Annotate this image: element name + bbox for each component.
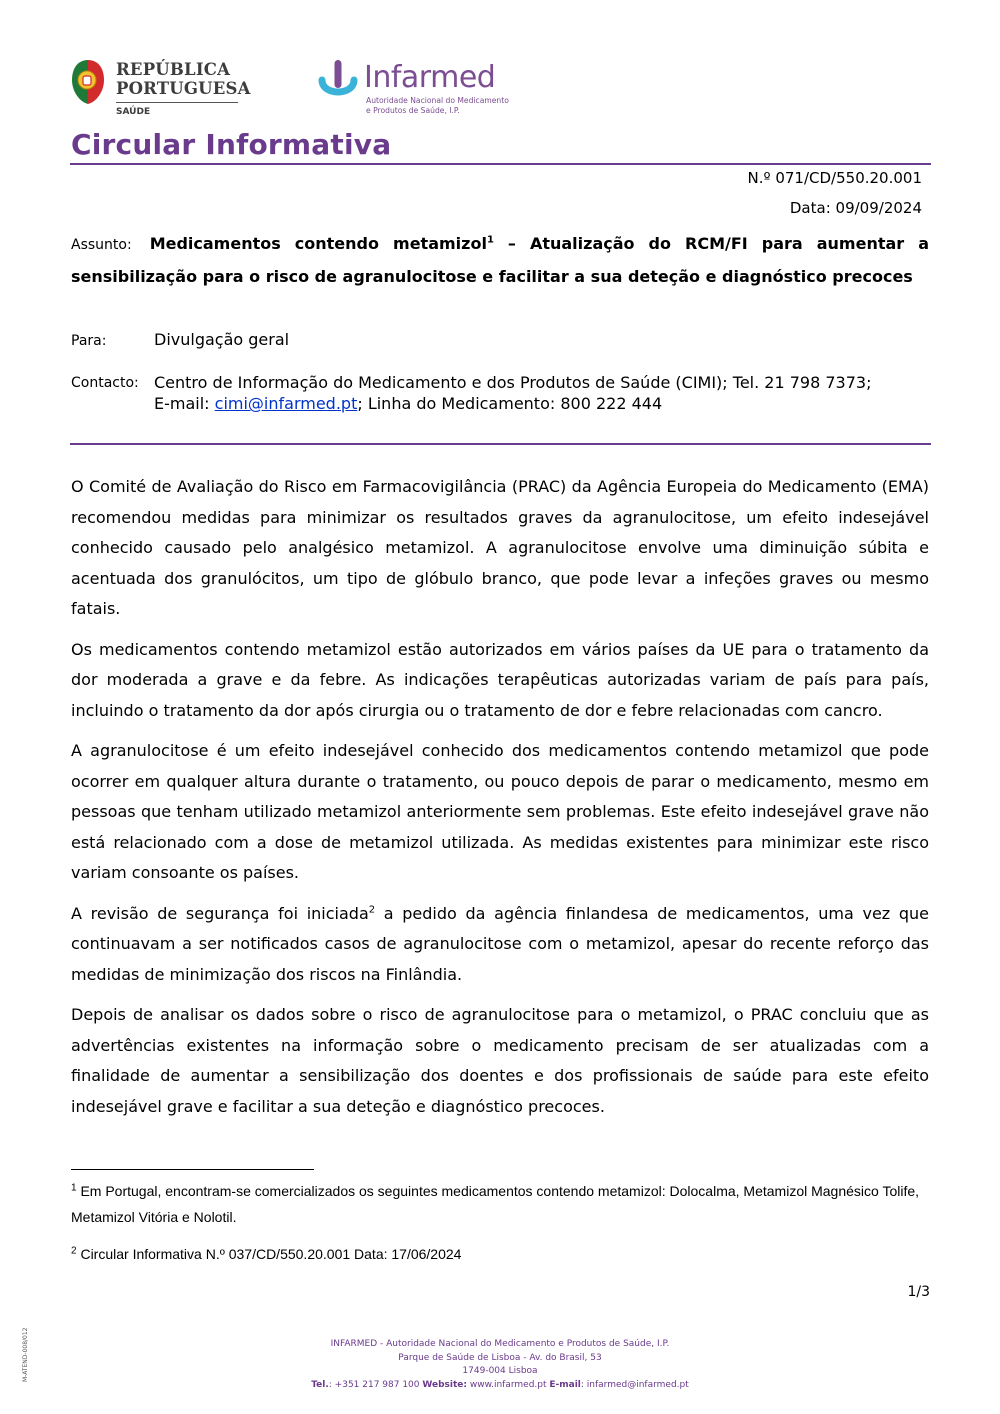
footnote-2-mark: 2	[71, 1245, 77, 1257]
footer-tel-label: Tel.	[311, 1379, 329, 1390]
paragraph-2: Os medicamentos contendo metamizol estão autorizados em vários países da UE para o tratamento da dor moderada a grave e da febre. As indicações terapêuticas autorizadas variam de país para país, incluindo o tratamento da dor após cirurgia ou o tratamento de dor e febre relacionadas com cancro.	[71, 639, 929, 720]
footnote-1-text: Em Portugal, encontram-se comercializados os seguintes medicamentos contendo metamizol: Dolocalma, Metamizol Magnésico Tolife, Metamizol Vitória e Nolotil.	[71, 1183, 920, 1225]
footnote-2	[71, 1241, 929, 1267]
footnote-1	[71, 1178, 929, 1230]
date-label: Data:	[789, 199, 831, 217]
footnote-1-mark: 1	[71, 1182, 77, 1194]
paragraph-4	[71, 899, 929, 991]
republica-line2: PORTUGUESA	[116, 79, 251, 98]
footer-line3: 1749-004 Lisboa	[462, 1366, 538, 1376]
title-divider	[70, 163, 931, 165]
subject-label: Assunto:	[71, 237, 132, 253]
paragraph-1: O Comité de Avaliação do Risco em Farmacovigilância (PRAC) da Agência Europeia do Medicamento (EMA) recomendou medidas para minimizar os resultados graves da agranulocitose, um efeito indesejável conhecido causado pelo analgésico metamizol. A agranulocitose envolve uma diminuição súbita e acentuada dos granulócitos, um tipo de glóbulo branco, que pode levar a infeções graves ou mesmo fatais.	[71, 477, 929, 618]
page-number: 1/3	[907, 1284, 930, 1300]
footer-web-value[interactable]: www.infarmed.pt	[466, 1379, 550, 1390]
paragraph-4-b: a pedido da agência finlandesa de medicamentos, uma vez que continuavam a ser notificados casos de agranulocitose com o metamizol, apesar do recente reforço das medidas de minimização dos riscos na Finlândia.	[71, 903, 930, 984]
contact-label: Contacto:	[71, 375, 139, 391]
circular-date	[790, 199, 922, 217]
contact-email-label: E-mail:	[154, 394, 215, 413]
subject-text-b: – Atualização do RCM/FI para aumentar a sensibilização para o risco de agranulocitose e facilitar a sua deteção e diagnóstico precoces	[71, 234, 930, 286]
circular-number: N.º 071/CD/550.20.001	[747, 169, 922, 187]
footer-email-label: E-mail	[549, 1379, 581, 1390]
contact-email-link[interactable]: cimi@infarmed.pt	[214, 394, 358, 413]
recipient-label: Para:	[71, 333, 107, 349]
header-bottom-divider	[70, 443, 931, 445]
republica-sub: SAÚDE	[116, 107, 151, 117]
side-code-text: M-ATEND-008/012	[22, 1327, 29, 1382]
paragraph-3: A agranulocitose é um efeito indesejável conhecido dos medicamentos contendo metamizol que pode ocorrer em qualquer altura durante o tratamento, ou pouco depois de parar o medicamento, mesmo em pessoas que tenham utilizado metamizol anteriormente sem problemas. Este efeito indesejável grave não está relacionado com a dose de metamizol utilizada. As medidas existentes para minimizar este risco variam consoante os países.	[71, 741, 929, 882]
body-text	[71, 472, 929, 1132]
portuguese-flag-emblem-icon	[70, 58, 106, 106]
footer-web-label: Website:	[422, 1379, 467, 1390]
subject-block	[71, 228, 929, 292]
republica-portuguesa-logo	[70, 58, 251, 120]
footer-line2: Parque de Saúde de Lisboa - Av. do Brasil, 53	[398, 1352, 602, 1363]
infarmed-logo	[314, 58, 509, 120]
date-value: 09/09/2024	[835, 199, 922, 217]
footnote-separator	[71, 1169, 314, 1170]
republica-line1: REPÚBLICA	[116, 60, 231, 79]
recipient-row	[71, 330, 289, 349]
paragraph-4-footnote-ref[interactable]: 2	[368, 904, 376, 916]
footnote-2-text: Circular Informativa N.º 037/CD/550.20.001 Data: 17/06/2024	[76, 1246, 462, 1262]
page-footer	[0, 1338, 1000, 1392]
infarmed-sub-line2: e Produtos de Saúde, I.P.	[366, 106, 460, 115]
infarmed-sub-line1: Autoridade Nacional do Medicamento	[366, 96, 509, 105]
document-title: Circular Informativa	[71, 128, 392, 161]
infarmed-name: Infarmed	[364, 60, 496, 95]
footer-email-value[interactable]: : infarmed@infarmed.pt	[580, 1379, 689, 1390]
footer-contact-line	[0, 1379, 1000, 1393]
subject-text-a: Medicamentos contendo metamizol	[149, 234, 487, 253]
paragraph-4-a: A revisão de segurança foi iniciada	[71, 903, 369, 923]
contact-line1: Centro de Informação do Medicamento e dos Produtos de Saúde (CIMI); Tel. 21 798 7373;	[154, 373, 872, 392]
recipient-value: Divulgação geral	[154, 330, 290, 349]
subject-footnote-ref[interactable]: 1	[486, 234, 494, 246]
footer-tel-value: : +351 217 987 100	[328, 1379, 423, 1390]
paragraph-5: Depois de analisar os dados sobre o risco de agranulocitose para o metamizol, o PRAC concluiu que as advertências existentes na informação sobre o medicamento precisam de ser atualizadas com a finalidade de aumentar a sensibilização dos doentes e dos profissionais de saúde para este efeito indesejável grave e facilitar a sua deteção e diagnóstico precoces.	[71, 1005, 929, 1116]
footer-line1: INFARMED - Autoridade Nacional do Medicamento e Produtos de Saúde, I.P.	[330, 1339, 670, 1349]
contact-line2-rest: ; Linha do Medicamento: 800 222 444	[357, 394, 663, 413]
infarmed-mark-icon	[314, 58, 362, 108]
logo-divider	[116, 102, 238, 103]
